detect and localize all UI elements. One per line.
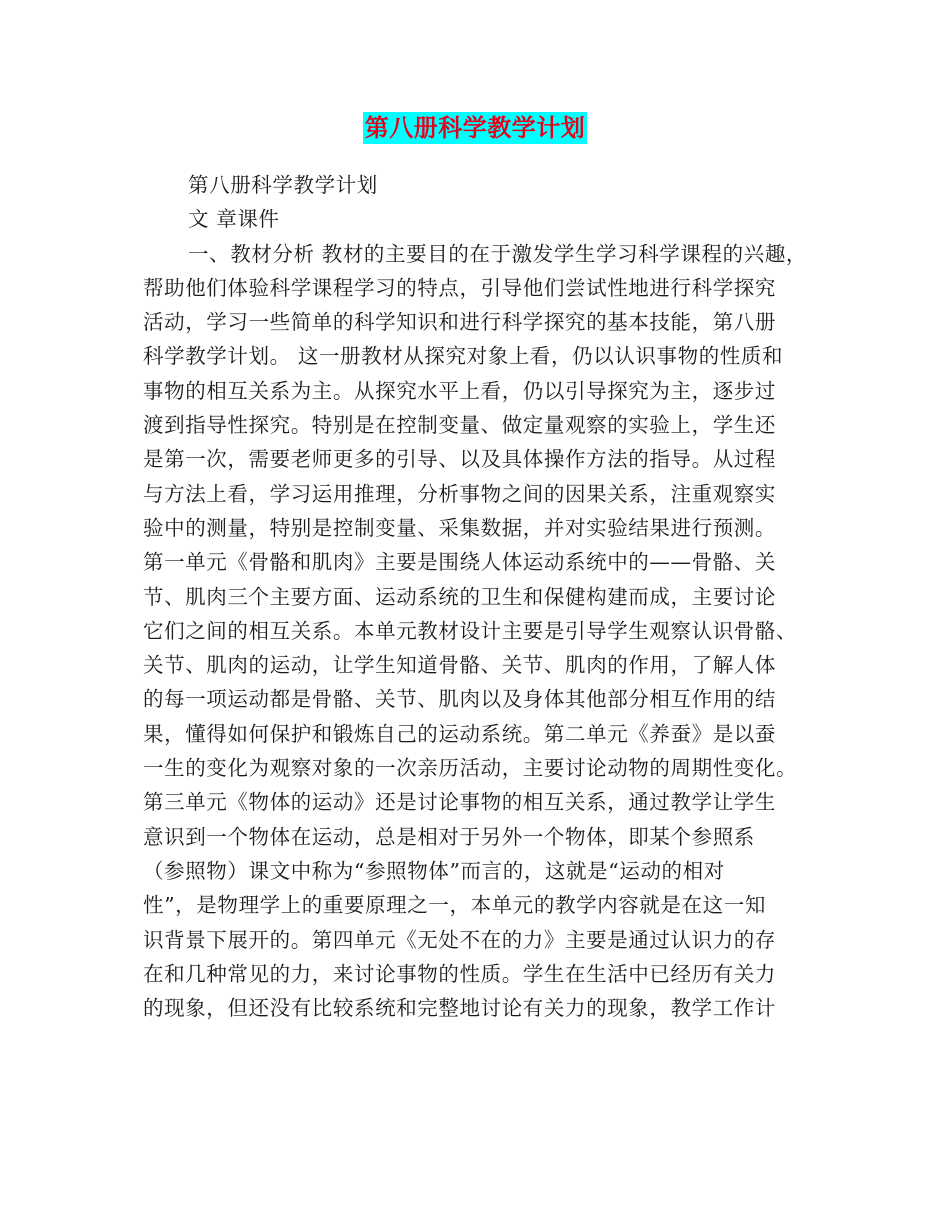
text-line: 第八册科学教学计划 bbox=[188, 173, 378, 197]
text-line: 科学教学计划。 这一册教材从探究对象上看，仍以认识事物的性质和 bbox=[143, 344, 784, 369]
text-line: 在和几种常见的力，来讨论事物的性质。学生在生活中已经历有关力 bbox=[143, 961, 776, 986]
text-line: 验中的测量，特别是控制变量、采集数据，并对实验结果进行预测。 bbox=[143, 515, 776, 540]
document-body bbox=[143, 168, 823, 1025]
text-line: 文 章课件 bbox=[188, 207, 280, 232]
text-line: 的现象，但还没有比较系统和完整地讨论有关力的现象，教学工作计 bbox=[143, 996, 776, 1021]
document-title: 第八册科学教学计划 bbox=[364, 114, 586, 142]
text-line: 与方法上看，学习运用推理，分析事物之间的因果关系，注重观察实 bbox=[143, 481, 776, 506]
text-line: 一、教材分析 教材的主要目的在于激发学生学习科学课程的兴趣， bbox=[188, 241, 808, 266]
text-line: 活动，学习一些简单的科学知识和进行科学探究的基本技能，第八册 bbox=[143, 310, 776, 335]
text-line: 节、肌肉三个主要方面、运动系统的卫生和保健构建而成，主要讨论 bbox=[143, 584, 776, 609]
text-line: 性”，是物理学上的重要原理之一，本单元的教学内容就是在这一知 bbox=[143, 893, 766, 918]
text-line: 第一单元《骨骼和肌肉》主要是围绕人体运动系统中的——骨骼、关 bbox=[143, 550, 776, 575]
text-line: 是第一次，需要老师更多的引导、以及具体操作方法的指导。从过程 bbox=[143, 447, 776, 472]
text-line: （参照物）课文中称为“参照物体”而言的，这就是“运动的相对 bbox=[143, 858, 725, 883]
text-line: 事物的相互关系为主。从探究水平上看，仍以引导探究为主，逐步过 bbox=[143, 378, 776, 403]
title-container bbox=[0, 112, 950, 144]
text-line: 果，懂得如何保护和锻炼自己的运动系统。第二单元《养蚕》是以蚕 bbox=[143, 721, 776, 746]
text-line: 识背景下展开的。第四单元《无处不在的力》主要是通过认识力的存 bbox=[143, 927, 776, 952]
text-line: 的每一项运动都是骨骼、关节、肌肉以及身体其他部分相互作用的结 bbox=[143, 687, 776, 712]
text-line: 第三单元《物体的运动》还是讨论事物的相互关系，通过教学让学生 bbox=[143, 790, 776, 815]
text-line: 一生的变化为观察对象的一次亲历活动，主要讨论动物的周期性变化。 bbox=[143, 756, 798, 781]
text-line: 关节、肌肉的运动，让学生知道骨骼、关节、肌肉的作用，了解人体 bbox=[143, 653, 776, 678]
text-line: 渡到指导性探究。特别是在控制变量、做定量观察的实验上，学生还 bbox=[143, 413, 776, 438]
text-line: 意识到一个物体在运动，总是相对于另外一个物体，即某个参照系 bbox=[143, 824, 755, 849]
text-line: 它们之间的相互关系。本单元教材设计主要是引导学生观察认识骨骼、 bbox=[143, 618, 798, 643]
text-line: 帮助他们体验科学课程学习的特点，引导他们尝试性地进行科学探究 bbox=[143, 275, 776, 300]
